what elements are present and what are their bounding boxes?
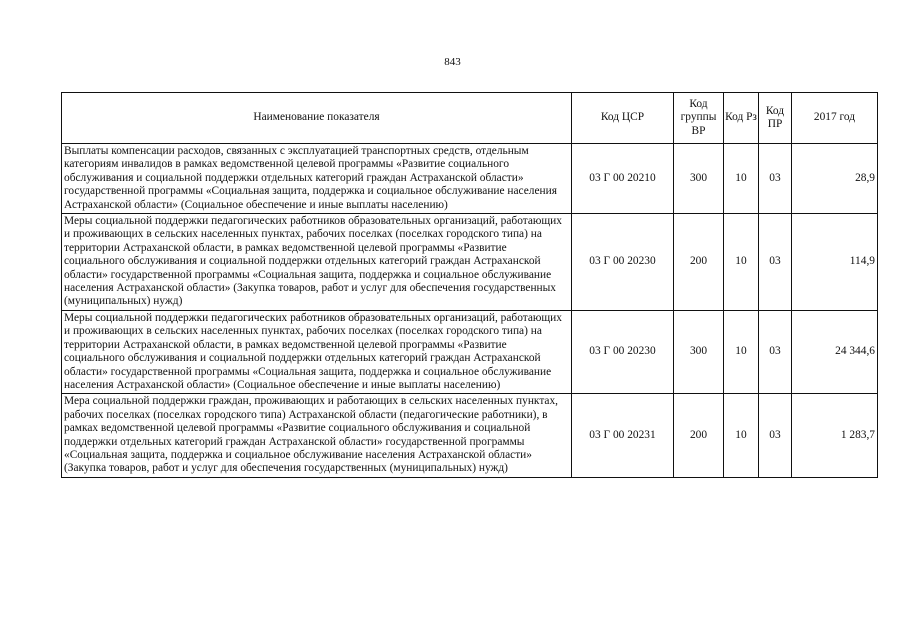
row-pr-code: 03 xyxy=(759,214,792,311)
table-header-row xyxy=(62,93,878,144)
header-year: 2017 год xyxy=(792,93,878,144)
table-row xyxy=(62,144,878,214)
row-vr-code: 200 xyxy=(674,394,724,477)
row-amount: 114,9 xyxy=(792,214,878,311)
budget-table xyxy=(61,92,878,478)
row-rz-code: 10 xyxy=(724,394,759,477)
row-name: Выплаты компенсации расходов, связанных с эксплуатацией транспортных средств, отдельным категориям инвалидов в рамках ведомственной целевой программы «Развитие социального обслуживания и социальной поддержки отдельных категорий граждан Астраханской области» государственной программы «Социальная защита, поддержка и социальное обслуживание населения Астраханской области» (Социальное обеспечение и иные выплаты населению) xyxy=(62,144,572,214)
row-pr-code: 03 xyxy=(759,310,792,393)
header-indicator-name: Наименование показателя xyxy=(62,93,572,144)
row-rz-code: 10 xyxy=(724,144,759,214)
row-vr-code: 200 xyxy=(674,214,724,311)
row-rz-code: 10 xyxy=(724,310,759,393)
row-pr-code: 03 xyxy=(759,394,792,477)
header-rz-code: Код Рз xyxy=(724,93,759,144)
row-csr-code: 03 Г 00 20231 xyxy=(572,394,674,477)
row-rz-code: 10 xyxy=(724,214,759,311)
row-pr-code: 03 xyxy=(759,144,792,214)
row-name: Меры социальной поддержки педагогических работников образовательных организаций, работающих и проживающих в сельских населенных пунктах, рабочих поселках (поселках городского типа) на территории Астраханской области, в рамках ведомственной целевой программы «Развитие социального обслуживания и социальной поддержки отдельных категорий граждан Астраханской области» государственной программы «Социальная защита, поддержка и социальное обслуживание населения Астраханской области» (Закупка товаров, работ и услуг для обеспечения государственных (муниципальных) нужд) xyxy=(62,214,572,311)
row-amount: 24 344,6 xyxy=(792,310,878,393)
table-row xyxy=(62,394,878,477)
table-row xyxy=(62,310,878,393)
row-vr-code: 300 xyxy=(674,144,724,214)
header-pr-code: Код ПР xyxy=(759,93,792,144)
row-name: Мера социальной поддержки граждан, проживающих и работающих в сельских населенных пунктах, рабочих поселках (поселках городского типа) Астраханской области (педагогические работники), в рамках ведомственной целевой программы «Развитие социального обслуживания и социальной поддержки отдельных категорий граждан Астраханской области» государственной программы «Социальная защита, поддержка и социальное обслуживание населения Астраханской области» (Закупка товаров, работ и услуг для обеспечения государственных (муниципальных) нужд) xyxy=(62,394,572,477)
row-amount: 1 283,7 xyxy=(792,394,878,477)
row-name: Меры социальной поддержки педагогических работников образовательных организаций, работающих и проживающих в сельских населенных пунктах, рабочих поселках (поселках городского типа) на территории Астраханской области, в рамках ведомственной целевой программы «Развитие социального обслуживания и социальной поддержки отдельных категорий граждан Астраханской области» государственной программы «Социальная защита, поддержка и социальное обслуживание населения Астраханской области» (Социальное обеспечение и иные выплаты населению) xyxy=(62,310,572,393)
table-row xyxy=(62,214,878,311)
row-vr-code: 300 xyxy=(674,310,724,393)
row-csr-code: 03 Г 00 20210 xyxy=(572,144,674,214)
page-number: 843 xyxy=(444,56,461,68)
row-csr-code: 03 Г 00 20230 xyxy=(572,310,674,393)
header-csr-code: Код ЦСР xyxy=(572,93,674,144)
row-amount: 28,9 xyxy=(792,144,878,214)
row-csr-code: 03 Г 00 20230 xyxy=(572,214,674,311)
header-vr-code: Код группы ВР xyxy=(674,93,724,144)
